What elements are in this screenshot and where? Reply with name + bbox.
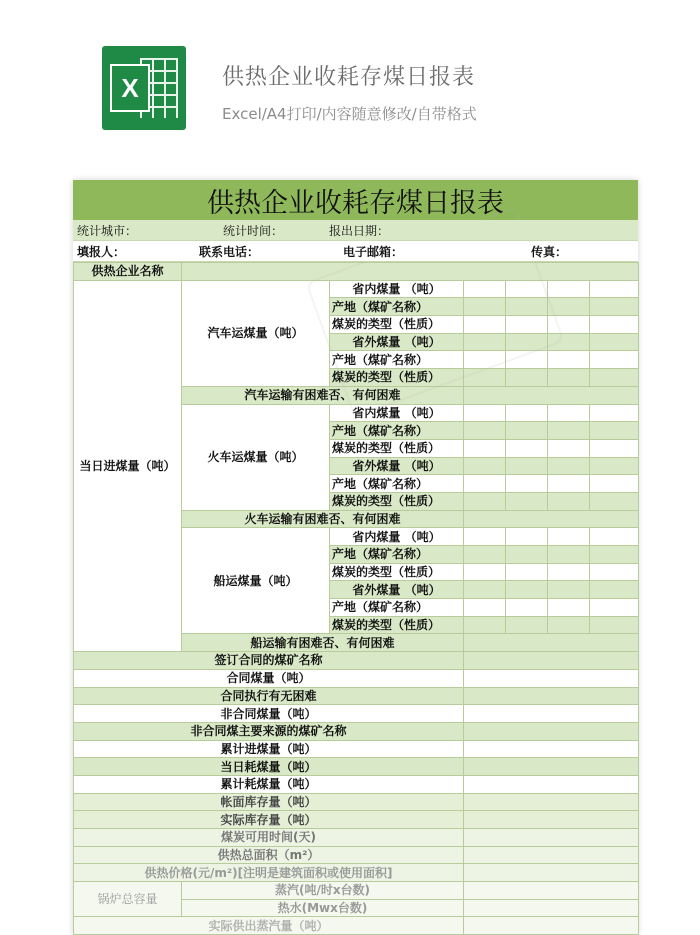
value-cell[interactable] bbox=[464, 899, 639, 917]
value-cell[interactable] bbox=[590, 316, 639, 334]
value-cell[interactable] bbox=[548, 280, 590, 298]
transport-group-label: 火车运煤量（吨） bbox=[182, 404, 330, 510]
boiler-item-label: 热水(Mwx台数) bbox=[182, 899, 464, 917]
table-row bbox=[74, 687, 639, 705]
price-label: 供热价格(元/m²)[注明是建筑面积或使用面积] bbox=[74, 864, 464, 882]
table-row bbox=[74, 758, 639, 776]
value-cell[interactable] bbox=[464, 705, 639, 723]
page-title: 供热企业收耗存煤日报表 bbox=[222, 65, 476, 90]
steam-output-label: 实际供出蒸汽量（吨） bbox=[74, 917, 464, 935]
item-label: 产地（煤矿名称） bbox=[330, 546, 464, 564]
email-label: 电子邮箱： bbox=[343, 244, 404, 259]
value-cell[interactable] bbox=[506, 563, 548, 581]
value-cell[interactable] bbox=[590, 546, 639, 564]
value-cell[interactable] bbox=[506, 546, 548, 564]
value-cell[interactable] bbox=[590, 439, 639, 457]
daily-in-label: 当日进煤量（吨） bbox=[74, 280, 182, 651]
value-cell[interactable] bbox=[506, 492, 548, 510]
table-row bbox=[74, 775, 639, 793]
value-cell[interactable] bbox=[464, 563, 506, 581]
value-cell[interactable] bbox=[464, 546, 506, 564]
boiler-label: 锅炉总容量 bbox=[74, 882, 182, 917]
value-cell[interactable] bbox=[464, 882, 639, 900]
value-cell[interactable] bbox=[590, 404, 639, 422]
boiler-item-label: 蒸汽(吨/时x台数) bbox=[182, 882, 464, 900]
difficulty-label: 汽车运输有困难否、有何困难 bbox=[182, 386, 464, 404]
summary-label: 非合同煤主要来源的煤矿名称 bbox=[74, 722, 464, 740]
item-label: 煤炭的类型（性质） bbox=[330, 563, 464, 581]
value-cell[interactable] bbox=[590, 616, 639, 634]
value-cell[interactable] bbox=[464, 634, 639, 652]
filler-label: 填报人： bbox=[77, 244, 126, 259]
transport-group-label: 汽车运煤量（吨） bbox=[182, 280, 330, 386]
value-cell[interactable] bbox=[548, 422, 590, 440]
excel-logo-icon bbox=[102, 46, 186, 130]
table-row bbox=[74, 846, 639, 864]
value-cell[interactable] bbox=[464, 793, 639, 811]
value-cell[interactable] bbox=[464, 599, 506, 617]
summary-label: 帐面库存量（吨） bbox=[74, 793, 464, 811]
date-label: 报出日期： bbox=[329, 223, 390, 238]
value-cell[interactable] bbox=[548, 351, 590, 369]
sheet-title: 供热企业收耗存煤日报表 bbox=[73, 180, 638, 220]
value-cell[interactable] bbox=[506, 439, 548, 457]
value-cell[interactable] bbox=[506, 475, 548, 493]
table-row bbox=[74, 793, 639, 811]
item-label: 产地（煤矿名称） bbox=[330, 351, 464, 369]
value-cell[interactable] bbox=[590, 369, 639, 387]
item-label: 省内煤量 （吨） bbox=[330, 528, 464, 546]
fax-label: 传真： bbox=[531, 244, 568, 259]
value-cell[interactable] bbox=[506, 369, 548, 387]
value-cell[interactable] bbox=[464, 422, 506, 440]
value-cell[interactable] bbox=[464, 652, 639, 670]
value-cell[interactable] bbox=[548, 475, 590, 493]
value-cell[interactable] bbox=[506, 616, 548, 634]
value-cell[interactable] bbox=[464, 722, 639, 740]
difficulty-label: 火车运输有困难否、有何困难 bbox=[182, 510, 464, 528]
value-cell[interactable] bbox=[464, 492, 506, 510]
value-cell[interactable] bbox=[590, 475, 639, 493]
table-row bbox=[74, 669, 639, 687]
page-subtitle: Excel/A4打印/内容随意修改/自带格式 bbox=[222, 105, 477, 123]
info-row-2 bbox=[73, 241, 638, 262]
item-label: 煤炭的类型（性质） bbox=[330, 616, 464, 634]
value-cell[interactable] bbox=[464, 687, 639, 705]
summary-label: 非合同煤量（吨） bbox=[74, 705, 464, 723]
value-cell[interactable] bbox=[464, 775, 639, 793]
value-cell[interactable] bbox=[548, 563, 590, 581]
item-label: 煤炭的类型（性质） bbox=[330, 369, 464, 387]
value-cell[interactable] bbox=[464, 740, 639, 758]
item-label: 产地（煤矿名称） bbox=[330, 298, 464, 316]
value-cell[interactable] bbox=[464, 864, 639, 882]
value-cell[interactable] bbox=[590, 457, 639, 475]
item-label: 省外煤量 （吨） bbox=[330, 333, 464, 351]
value-cell[interactable] bbox=[548, 457, 590, 475]
transport-group-label: 船运煤量（吨） bbox=[182, 528, 330, 634]
value-cell[interactable] bbox=[464, 829, 639, 847]
value-cell[interactable] bbox=[464, 581, 506, 599]
table-row bbox=[74, 722, 639, 740]
item-label: 省内煤量 （吨） bbox=[330, 404, 464, 422]
item-label: 煤炭的类型（性质） bbox=[330, 492, 464, 510]
item-label: 产地（煤矿名称） bbox=[330, 599, 464, 617]
value-cell[interactable] bbox=[464, 846, 639, 864]
summary-label: 煤炭可用时间(天) bbox=[74, 829, 464, 847]
value-cell[interactable] bbox=[464, 457, 506, 475]
item-label: 煤炭的类型（性质） bbox=[330, 439, 464, 457]
item-label: 产地（煤矿名称） bbox=[330, 475, 464, 493]
value-cell[interactable] bbox=[464, 439, 506, 457]
item-label: 煤炭的类型（性质） bbox=[330, 316, 464, 334]
value-cell[interactable] bbox=[506, 581, 548, 599]
value-cell[interactable] bbox=[464, 386, 639, 404]
value-cell[interactable] bbox=[590, 333, 639, 351]
value-cell[interactable] bbox=[464, 669, 639, 687]
value-cell[interactable] bbox=[464, 811, 639, 829]
table-row bbox=[74, 829, 639, 847]
value-cell[interactable] bbox=[464, 510, 639, 528]
value-cell[interactable] bbox=[548, 546, 590, 564]
summary-label: 当日耗煤量（吨） bbox=[74, 758, 464, 776]
summary-label: 累计耗煤量（吨） bbox=[74, 775, 464, 793]
item-label: 省外煤量 （吨） bbox=[330, 581, 464, 599]
value-cell[interactable] bbox=[464, 404, 506, 422]
summary-label: 合同煤量（吨） bbox=[74, 669, 464, 687]
value-cell[interactable] bbox=[548, 599, 590, 617]
summary-label: 实际库存量（吨） bbox=[74, 811, 464, 829]
value-cell[interactable] bbox=[590, 581, 639, 599]
value-cell[interactable] bbox=[548, 369, 590, 387]
value-cell[interactable] bbox=[548, 439, 590, 457]
phone-label: 联系电话： bbox=[199, 244, 260, 259]
table-row bbox=[74, 652, 639, 670]
table-row bbox=[74, 882, 639, 900]
item-label: 省内煤量 （吨） bbox=[330, 280, 464, 298]
value-cell[interactable] bbox=[464, 528, 506, 546]
value-cell[interactable] bbox=[464, 475, 506, 493]
value-cell[interactable] bbox=[590, 280, 639, 298]
value-cell[interactable] bbox=[548, 581, 590, 599]
value-cell[interactable] bbox=[590, 599, 639, 617]
value-cell[interactable] bbox=[506, 422, 548, 440]
table-row bbox=[74, 864, 639, 882]
value-cell[interactable] bbox=[590, 298, 639, 316]
summary-label: 合同执行有无困难 bbox=[74, 687, 464, 705]
value-cell[interactable] bbox=[590, 528, 639, 546]
difficulty-label: 船运输有困难否、有何困难 bbox=[182, 634, 464, 652]
summary-label: 累计进煤量（吨） bbox=[74, 740, 464, 758]
excel-x-icon: X bbox=[110, 64, 150, 112]
value-cell[interactable] bbox=[548, 528, 590, 546]
value-cell[interactable] bbox=[548, 492, 590, 510]
table-row bbox=[74, 740, 639, 758]
info-row-1 bbox=[73, 220, 638, 241]
value-cell[interactable] bbox=[506, 528, 548, 546]
time-label: 统计时间： bbox=[223, 223, 284, 238]
summary-label: 供热总面积（m²） bbox=[74, 846, 464, 864]
value-cell[interactable] bbox=[590, 492, 639, 510]
city-label: 统计城市： bbox=[77, 223, 138, 238]
value-cell[interactable] bbox=[590, 563, 639, 581]
value-cell[interactable] bbox=[590, 422, 639, 440]
value-cell[interactable] bbox=[464, 616, 506, 634]
table-row bbox=[74, 705, 639, 723]
value-cell[interactable] bbox=[548, 616, 590, 634]
value-cell[interactable] bbox=[506, 404, 548, 422]
value-cell[interactable] bbox=[464, 758, 639, 776]
value-cell[interactable] bbox=[548, 404, 590, 422]
value-cell[interactable] bbox=[506, 599, 548, 617]
summary-label: 签订合同的煤矿名称 bbox=[74, 652, 464, 670]
item-label: 产地（煤矿名称） bbox=[330, 422, 464, 440]
value-cell[interactable] bbox=[506, 457, 548, 475]
item-label: 省外煤量 （吨） bbox=[330, 457, 464, 475]
value-cell[interactable] bbox=[590, 351, 639, 369]
company-name-label: 供热企业名称 bbox=[74, 263, 182, 281]
table-row bbox=[74, 811, 639, 829]
spreadsheet-preview bbox=[73, 180, 638, 935]
